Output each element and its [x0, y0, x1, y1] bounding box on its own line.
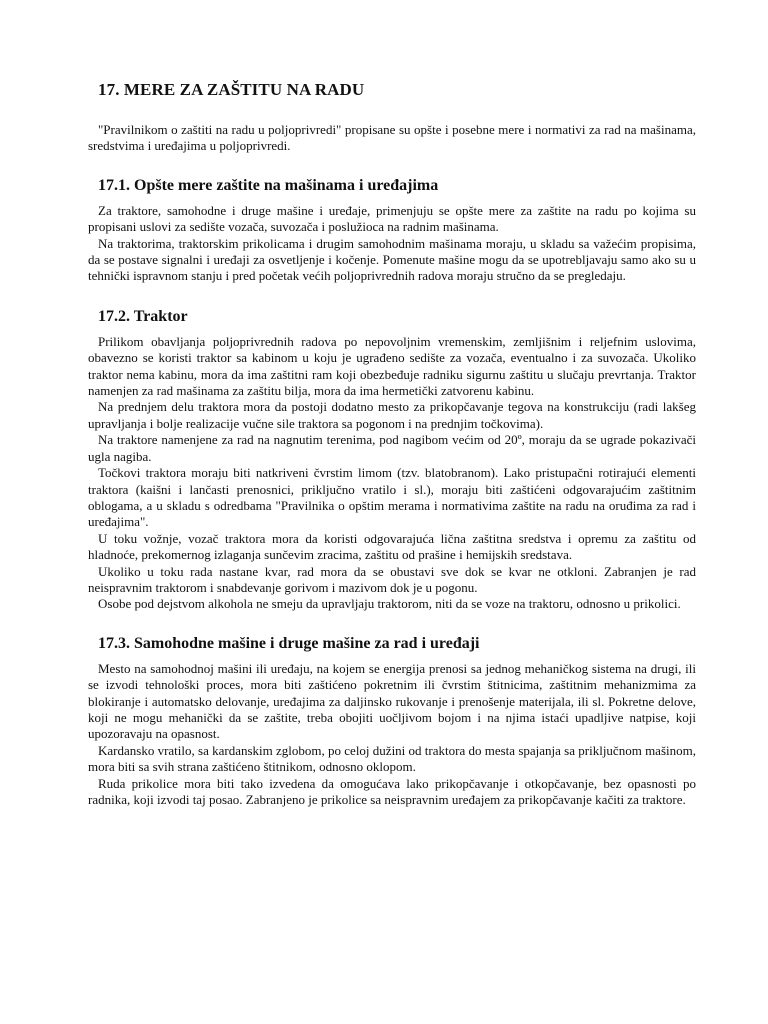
- section-tractor: [88, 308, 696, 613]
- paragraph: Kardansko vratilo, sa kardanskim zglobom, po celoj dužini od traktora do mesta spajanja sa priključnom mašinom, mora biti sa svih strana zaštićeno štitnikom, odnosno oklopom.: [88, 742, 696, 775]
- section-heading: 17.3. Samohodne mašine i druge mašine za rad i uređaji: [98, 634, 480, 652]
- section-general-measures: [88, 177, 696, 285]
- paragraph: U toku vožnje, vozač traktora mora da koristi odgovarajuća lična zaštitna sredstva i opremu za zaštitu od hladnoće, prekomernog izlaganja sunčevim zracima, zaštitu od prašine i hemijskih sredstava.: [88, 530, 696, 563]
- paragraph: Prilikom obavljanja poljoprivrednih radova po nepovoljnim vremenskim, zemljišnim i reljefnim uslovima, obavezno se koristi traktor sa kabinom u koju je ugrađeno sedište za vozača, eventualno i za suvozača. Ukoliko traktor nema kabinu, mora da ima zaštitni ram koji obezbeđuje radniku sigurnu zaštitu u slučaju prevrtanja. Traktor namenjen za rad mašinama za zaštitu bilja, mora da ima hermetički zatvorenu kabinu.: [88, 333, 696, 399]
- paragraph: Za traktore, samohodne i druge mašine i uređaje, primenjuju se opšte mere za zaštite na radu po kojima su propisani uslovi za sedište vozača, suvozača i poslužioca na radnim mašinama.: [88, 202, 696, 235]
- paragraph: Ukoliko u toku rada nastane kvar, rad mora da se obustavi sve dok se kvar ne otkloni. Zabranjen je rad neispravnim traktorom i snabdevanje gorivom i mazivom dok je u pogonu.: [88, 563, 696, 595]
- paragraph: Točkovi traktora moraju biti natkriveni čvrstim limom (tzv. blatobranom). Lako pristupačni rotirajući elementi traktora (kaišni i lančasti prenosnici, priključno vratilo i sl.), moraju biti zaštićeni odgovarajućim zaštitnim oblogama, a u skladu s odredbama "Pravilnika o opštim merama i normativima zaštite na radu na oruđima za rad i uređajima".: [88, 465, 696, 530]
- paragraph: Ruda prikolice mora biti tako izvedena da omogućava lako prikopčavanje i otkopčavanje, bez opasnosti po radnika, koji izvodi taj posao. Zabranjeno je prikolice sa neispravnim uređajem za prikopčavanje kačiti za traktore.: [88, 775, 696, 807]
- document-page: [88, 80, 696, 830]
- paragraph: Na prednjem delu traktora mora da postoji dodatno mesto za prikopčavanje tegova na konstrukciju (radi lakšeg upravljanja i bolje realizacije vučne sile traktora sa pogonom i na prednjim točkovima).: [88, 399, 696, 431]
- paragraph: Na traktore namenjene za rad na nagnutim terenima, pod nagibom većim od 20º, moraju da se ugrade pokazivači ugla nagiba.: [88, 432, 696, 464]
- paragraph: Osobe pod dejstvom alkohola ne smeju da upravljaju traktorom, niti da se voze na traktoru, odnosno u prikolici.: [98, 596, 681, 612]
- paragraph: Na traktorima, traktorskim prikolicama i drugim samohodnim mašinama moraju, u skladu sa važećim propisima, da se postave signalni i uređaji za osvetljenje i kočenje. Pomenute mašine mogu da se upotrebljavaju samo ako su u tehnički ispravnom stanju i pred početak većih poljoprivrednih radova moraju stručno da se pregledaju.: [88, 235, 696, 284]
- section-self-propelled-machines: [88, 635, 696, 809]
- intro-paragraph: "Pravilnikom o zaštiti na radu u poljoprivredi" propisane su opšte i posebne mere i normativi za rad na mašinama, sredstvima i uređajima u poljoprivredi.: [88, 122, 696, 154]
- section-heading: 17.1. Opšte mere zaštite na mašinama i uređajima: [98, 176, 439, 194]
- paragraph: Mesto na samohodnoj mašini ili uređaju, na kojem se energija prenosi sa jednog mehaničkog sistema na drugi, ili se izvodi tehnološki proces, mora biti zaštićeno pokretnim ili čvrstim štitnicima, zaštitnim mehanizmima za blokiranje i automatsko delovanje, uređajima za daljinsko rukovanje i prenošenje materijala, ili sl. Pokretne delove, koji ne mogu mehanički da se zaštite, treba obojiti uočljivom bojom i na njima istaći upadljive natpise, koji upozoravaju na opasnost.: [88, 660, 696, 742]
- chapter-title: 17. MERE ZA ZAŠTITU NA RADU: [98, 80, 365, 99]
- section-heading: 17.2. Traktor: [98, 307, 188, 325]
